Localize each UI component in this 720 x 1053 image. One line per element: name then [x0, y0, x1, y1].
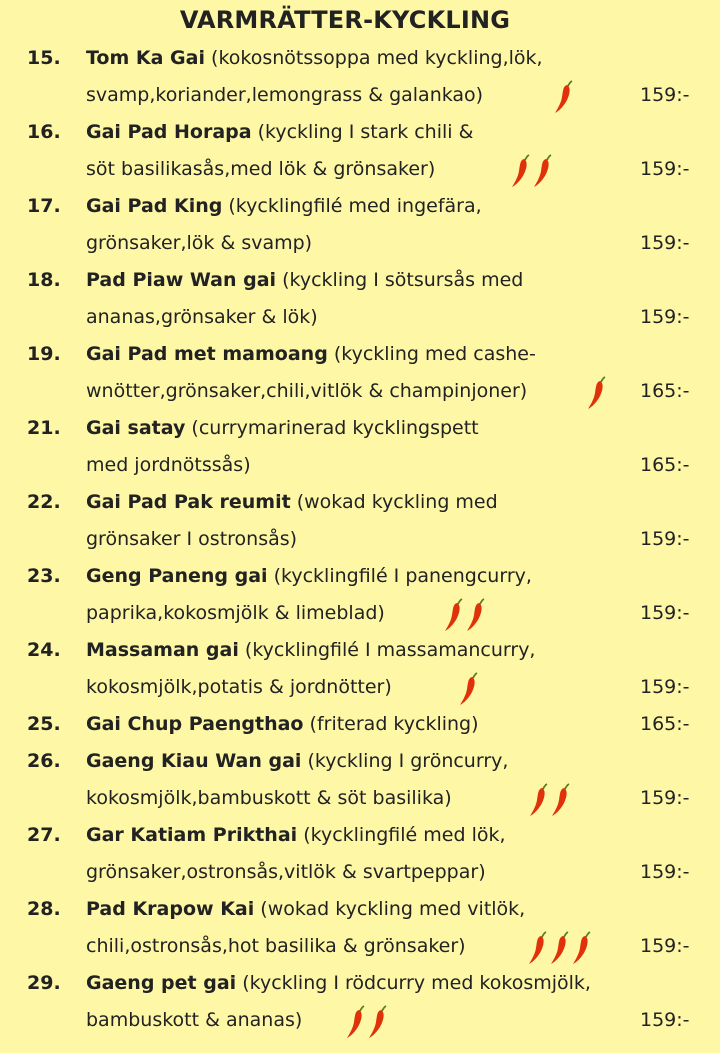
- item-description: (kokosnötssoppa med kyckling,lök,: [205, 47, 543, 69]
- item-price: 159:-: [640, 602, 690, 624]
- item-name: Gai Pad met mamoang: [86, 343, 328, 365]
- item-number: 23.: [27, 565, 61, 587]
- item-price: 159:-: [640, 158, 690, 180]
- item-number: 18.: [27, 269, 61, 291]
- menu-item: [0, 895, 720, 969]
- spice-level: [586, 376, 606, 410]
- item-line-1: [86, 565, 532, 587]
- item-description: (wokad kyckling med vitlök,: [254, 898, 526, 920]
- item-name: Gaeng Kiau Wan gai: [86, 750, 302, 772]
- item-description: (kycklingfilé med lök,: [297, 824, 506, 846]
- item-description: (kyckling I stark chili &: [251, 121, 474, 143]
- item-line-1: [86, 898, 525, 920]
- item-description: (kycklingfilé I panengcurry,: [267, 565, 532, 587]
- item-number: 15.: [27, 47, 61, 69]
- item-line-1: [86, 47, 543, 69]
- item-description-line-2: kokosmjölk,bambuskott & söt basilika): [86, 787, 452, 809]
- item-description-line-2: söt basilikasås,med lök & grönsaker): [86, 158, 436, 180]
- item-price: 159:-: [640, 935, 690, 957]
- item-price: 159:-: [640, 306, 690, 328]
- spice-level: [553, 80, 573, 114]
- item-description: (wokad kyckling med: [290, 491, 498, 513]
- item-line-1: [86, 824, 506, 846]
- menu-item: [0, 710, 720, 747]
- item-description: (kyckling I sötsursås med: [276, 269, 524, 291]
- item-name: Pad Piaw Wan gai: [86, 269, 277, 291]
- menu-title: VARMRÄTTER-KYCKLING: [179, 6, 511, 34]
- item-name: Gaeng pet gai: [86, 972, 237, 994]
- item-number: 16.: [27, 121, 61, 143]
- item-line-1: [86, 195, 482, 217]
- spice-level: [527, 931, 591, 965]
- item-price: 159:-: [640, 861, 690, 883]
- chili-pepper-icon: [345, 1005, 365, 1039]
- item-number: 26.: [27, 750, 61, 772]
- menu-item: [0, 562, 720, 636]
- item-description-line-2: grönsaker,lök & svamp): [86, 232, 313, 254]
- item-description: (kycklingfilé I massamancurry,: [238, 639, 536, 661]
- item-price: 159:-: [640, 787, 690, 809]
- spice-level: [528, 783, 570, 817]
- item-number: 21.: [27, 417, 61, 439]
- chili-pepper-icon: [367, 1005, 387, 1039]
- item-line-1: [86, 121, 473, 143]
- menu-item: [0, 747, 720, 821]
- chili-pepper-icon: [510, 154, 530, 188]
- item-line-1: [86, 750, 508, 772]
- item-number: 29.: [27, 972, 61, 994]
- menu-item: [0, 414, 720, 488]
- item-number: 28.: [27, 898, 61, 920]
- item-name: Tom Ka Gai: [86, 47, 205, 69]
- spice-level: [443, 598, 485, 632]
- menu-item: [0, 118, 720, 192]
- item-name: Gai Pad King: [86, 195, 223, 217]
- item-line-1: [86, 639, 535, 661]
- item-line-1: [86, 491, 498, 513]
- item-name: Gai satay: [86, 417, 186, 439]
- chili-pepper-icon: [458, 672, 478, 706]
- item-description-line-2: svamp,koriander,lemongrass & galankao): [86, 84, 484, 106]
- item-number: 24.: [27, 639, 61, 661]
- menu-item: [0, 636, 720, 710]
- chili-pepper-icon: [465, 598, 485, 632]
- spice-level: [510, 154, 552, 188]
- item-description-line-2: paprika,kokosmjölk & limeblad): [86, 602, 385, 624]
- menu-item: [0, 266, 720, 340]
- chili-pepper-icon: [528, 783, 548, 817]
- menu-item: [0, 44, 720, 118]
- menu-item: [0, 488, 720, 562]
- item-line-1: [86, 417, 479, 439]
- item-name: Geng Paneng gai: [86, 565, 268, 587]
- item-number: 17.: [27, 195, 61, 217]
- menu-item: [0, 340, 720, 414]
- chili-pepper-icon: [586, 376, 606, 410]
- item-description-line-2: bambuskott & ananas): [86, 1009, 303, 1031]
- chili-pepper-icon: [532, 154, 552, 188]
- item-description-line-2: grönsaker I ostronsås): [86, 528, 298, 550]
- item-price: 165:-: [640, 713, 690, 735]
- item-name: Gai Pad Pak reumit: [86, 491, 291, 513]
- menu-item: [0, 821, 720, 895]
- item-price: 159:-: [640, 84, 690, 106]
- item-description: (kyckling I rödcurry med kokosmjölk,: [236, 972, 591, 994]
- item-line-1: [86, 972, 591, 994]
- item-description: (kyckling I gröncurry,: [301, 750, 509, 772]
- item-price: 165:-: [640, 454, 690, 476]
- item-name: Gai Chup Paengthao: [86, 713, 304, 735]
- menu-list: [0, 44, 720, 1043]
- item-price: 159:-: [640, 1009, 690, 1031]
- item-description-line-2: ananas,grönsaker & lök): [86, 306, 318, 328]
- item-name: Gai Pad Horapa: [86, 121, 252, 143]
- chili-pepper-icon: [527, 931, 547, 965]
- item-description: (currymarinerad kycklingspett: [185, 417, 479, 439]
- item-description-line-2: med jordnötssås): [86, 454, 251, 476]
- menu-item: [0, 969, 720, 1043]
- item-description: (friterad kyckling): [303, 713, 479, 735]
- chili-pepper-icon: [550, 783, 570, 817]
- spice-level: [458, 672, 478, 706]
- item-name: Massaman gai: [86, 639, 239, 661]
- item-price: 159:-: [640, 528, 690, 550]
- item-description-line-2: kokosmjölk,potatis & jordnötter): [86, 676, 392, 698]
- item-line-1: [86, 269, 523, 291]
- item-line-1: [86, 713, 479, 735]
- item-description-line-2: grönsaker,ostronsås,vitlök & svartpeppar): [86, 861, 486, 883]
- item-description: (kycklingfilé med ingefära,: [222, 195, 482, 217]
- item-number: 22.: [27, 491, 61, 513]
- menu-item: [0, 192, 720, 266]
- item-number: 19.: [27, 343, 61, 365]
- spice-level: [345, 1005, 387, 1039]
- item-description: (kyckling med cashe-: [327, 343, 536, 365]
- item-price: 159:-: [640, 232, 690, 254]
- item-description-line-2: chili,ostronsås,hot basilika & grönsaker): [86, 935, 466, 957]
- item-name: Pad Krapow Kai: [86, 898, 255, 920]
- chili-pepper-icon: [571, 931, 591, 965]
- item-name: Gar Katiam Prikthai: [86, 824, 298, 846]
- item-number: 25.: [27, 713, 61, 735]
- chili-pepper-icon: [443, 598, 463, 632]
- chili-pepper-icon: [549, 931, 569, 965]
- item-description-line-2: wnötter,grönsaker,chili,vitlök & champinjoner): [86, 380, 528, 402]
- item-price: 159:-: [640, 676, 690, 698]
- chili-pepper-icon: [553, 80, 573, 114]
- item-line-1: [86, 343, 536, 365]
- item-number: 27.: [27, 824, 61, 846]
- item-price: 165:-: [640, 380, 690, 402]
